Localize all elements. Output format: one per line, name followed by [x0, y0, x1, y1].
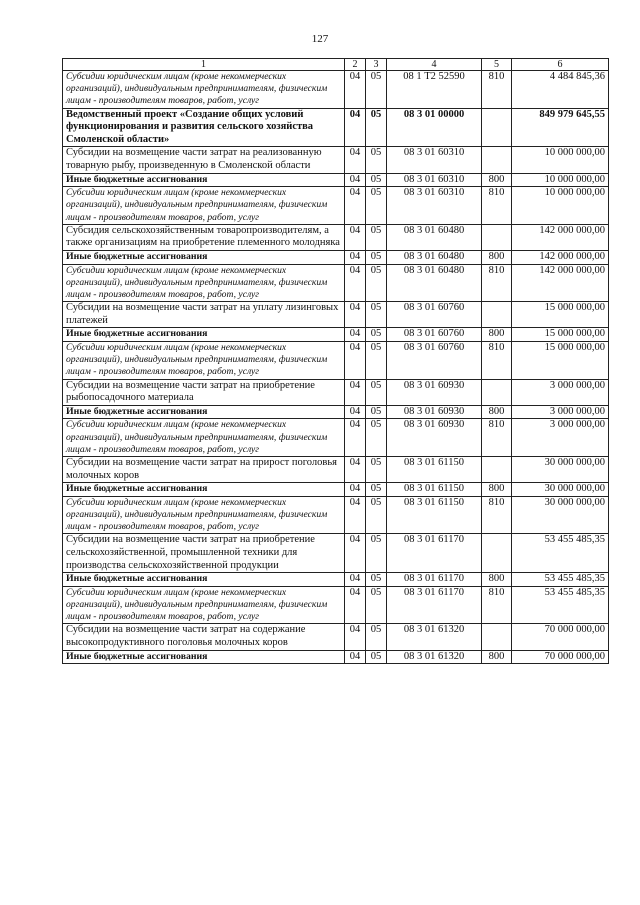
table-row [63, 250, 609, 264]
cell-item-name: Ведомственный проект «Создание общих условий функционирования и развития сельского хозяйства Смоленской области» [63, 108, 345, 147]
cell-item-name: Субсидия сельскохозяйственным товаропроизводителям, а также организациям на приобретение племенного молодняка [63, 224, 345, 250]
cell-amount: 142 000 000,00 [512, 250, 609, 264]
cell-section-code: 04 [345, 573, 366, 587]
budget-table [62, 58, 609, 664]
cell-amount: 142 000 000,00 [512, 224, 609, 250]
table-row [63, 71, 609, 109]
header-cell-1: 1 [63, 59, 345, 71]
table-row [63, 224, 609, 250]
cell-section-code: 04 [345, 586, 366, 624]
cell-item-name: Субсидии юридическим лицам (кроме некоммерческих организаций), индивидуальным предпринимателям, физическим лицам - производителям товаров, работ, услуг [63, 496, 345, 534]
cell-section-code: 04 [345, 405, 366, 419]
cell-amount: 3 000 000,00 [512, 419, 609, 457]
cell-subsection-code: 05 [366, 341, 387, 379]
cell-amount: 15 000 000,00 [512, 302, 609, 328]
cell-target-article: 08 3 01 00000 [387, 108, 482, 147]
cell-expense-type: 810 [482, 264, 512, 302]
cell-expense-type: 800 [482, 405, 512, 419]
cell-section-code: 04 [345, 250, 366, 264]
cell-expense-type [482, 224, 512, 250]
cell-subsection-code: 05 [366, 71, 387, 109]
cell-amount: 15 000 000,00 [512, 341, 609, 379]
header-row [63, 59, 609, 71]
header-cell-6: 6 [512, 59, 609, 71]
table-row [63, 573, 609, 587]
cell-target-article: 08 3 01 61170 [387, 586, 482, 624]
header-cell-3: 3 [366, 59, 387, 71]
cell-target-article: 08 1 Т2 52590 [387, 71, 482, 109]
cell-amount: 70 000 000,00 [512, 624, 609, 650]
cell-expense-type: 800 [482, 173, 512, 187]
cell-section-code: 04 [345, 328, 366, 342]
cell-section-code: 04 [345, 624, 366, 650]
cell-subsection-code: 05 [366, 302, 387, 328]
cell-item-name: Субсидии на возмещение части затрат на прирост поголовья молочных коров [63, 456, 345, 482]
cell-item-name: Иные бюджетные ассигнования [63, 573, 345, 587]
cell-item-name: Иные бюджетные ассигнования [63, 650, 345, 664]
cell-subsection-code: 05 [366, 224, 387, 250]
cell-section-code: 04 [345, 496, 366, 534]
cell-subsection-code: 05 [366, 108, 387, 147]
cell-item-name: Иные бюджетные ассигнования [63, 405, 345, 419]
table-row [63, 328, 609, 342]
cell-subsection-code: 05 [366, 534, 387, 573]
cell-section-code: 04 [345, 650, 366, 664]
cell-subsection-code: 05 [366, 456, 387, 482]
cell-section-code: 04 [345, 419, 366, 457]
cell-target-article: 08 3 01 61150 [387, 456, 482, 482]
cell-amount: 30 000 000,00 [512, 483, 609, 497]
header-cell-4: 4 [387, 59, 482, 71]
table-row [63, 534, 609, 573]
cell-target-article: 08 3 01 60480 [387, 250, 482, 264]
cell-subsection-code: 05 [366, 405, 387, 419]
cell-section-code: 04 [345, 483, 366, 497]
cell-item-name: Субсидии юридическим лицам (кроме некоммерческих организаций), индивидуальным предпринимателям, физическим лицам - производителям товаров, работ, услуг [63, 586, 345, 624]
cell-subsection-code: 05 [366, 264, 387, 302]
cell-item-name: Субсидии юридическим лицам (кроме некоммерческих организаций), индивидуальным предпринимателям, физическим лицам - производителям товаров, работ, услуг [63, 341, 345, 379]
cell-subsection-code: 05 [366, 624, 387, 650]
page-number: 127 [311, 33, 329, 45]
cell-target-article: 08 3 01 60930 [387, 419, 482, 457]
header-cell-2: 2 [345, 59, 366, 71]
cell-target-article: 08 3 01 60310 [387, 187, 482, 225]
cell-item-name: Иные бюджетные ассигнования [63, 483, 345, 497]
cell-amount: 849 979 645,55 [512, 108, 609, 147]
cell-amount: 10 000 000,00 [512, 147, 609, 173]
cell-expense-type [482, 108, 512, 147]
cell-item-name: Субсидии юридическим лицам (кроме некоммерческих организаций), индивидуальным предпринимателям, физическим лицам - производителям товаров, работ, услуг [63, 71, 345, 109]
table-body [63, 59, 609, 664]
cell-amount: 30 000 000,00 [512, 456, 609, 482]
cell-expense-type: 800 [482, 650, 512, 664]
cell-subsection-code: 05 [366, 650, 387, 664]
cell-expense-type: 810 [482, 586, 512, 624]
table-row [63, 264, 609, 302]
cell-subsection-code: 05 [366, 496, 387, 534]
cell-subsection-code: 05 [366, 187, 387, 225]
header-cell-5: 5 [482, 59, 512, 71]
cell-expense-type [482, 456, 512, 482]
cell-section-code: 04 [345, 456, 366, 482]
cell-section-code: 04 [345, 173, 366, 187]
cell-subsection-code: 05 [366, 483, 387, 497]
cell-expense-type: 800 [482, 483, 512, 497]
table-row [63, 496, 609, 534]
table-row [63, 405, 609, 419]
cell-section-code: 04 [345, 147, 366, 173]
cell-subsection-code: 05 [366, 147, 387, 173]
cell-subsection-code: 05 [366, 250, 387, 264]
cell-item-name: Субсидии на возмещение части затрат на приобретение рыбопосадочного материала [63, 379, 345, 405]
cell-section-code: 04 [345, 224, 366, 250]
cell-item-name: Иные бюджетные ассигнования [63, 250, 345, 264]
cell-expense-type: 810 [482, 496, 512, 534]
cell-target-article: 08 3 01 61170 [387, 534, 482, 573]
table-row [63, 650, 609, 664]
table-row [63, 147, 609, 173]
cell-subsection-code: 05 [366, 419, 387, 457]
cell-amount: 53 455 485,35 [512, 573, 609, 587]
cell-target-article: 08 3 01 60310 [387, 147, 482, 173]
cell-expense-type [482, 534, 512, 573]
cell-expense-type: 810 [482, 419, 512, 457]
cell-expense-type: 800 [482, 573, 512, 587]
cell-target-article: 08 3 01 61170 [387, 573, 482, 587]
cell-target-article: 08 3 01 61320 [387, 650, 482, 664]
cell-expense-type: 800 [482, 250, 512, 264]
cell-expense-type: 810 [482, 187, 512, 225]
cell-target-article: 08 3 01 61150 [387, 483, 482, 497]
cell-target-article: 08 3 01 60760 [387, 341, 482, 379]
cell-item-name: Субсидии на возмещение части затрат на уплату лизинговых платежей [63, 302, 345, 328]
cell-section-code: 04 [345, 71, 366, 109]
cell-subsection-code: 05 [366, 573, 387, 587]
cell-amount: 4 484 845,36 [512, 71, 609, 109]
cell-amount: 30 000 000,00 [512, 496, 609, 534]
cell-target-article: 08 3 01 60930 [387, 379, 482, 405]
table-row [63, 586, 609, 624]
cell-item-name: Субсидии на возмещение части затрат на реализованную товарную рыбу, произведенную в Смоленской области [63, 147, 345, 173]
table-row [63, 379, 609, 405]
cell-section-code: 04 [345, 187, 366, 225]
cell-item-name: Субсидии юридическим лицам (кроме некоммерческих организаций), индивидуальным предпринимателям, физическим лицам - производителям товаров, работ, услуг [63, 187, 345, 225]
cell-amount: 53 455 485,35 [512, 534, 609, 573]
cell-amount: 15 000 000,00 [512, 328, 609, 342]
cell-target-article: 08 3 01 60310 [387, 173, 482, 187]
cell-expense-type: 810 [482, 71, 512, 109]
cell-item-name: Субсидии юридическим лицам (кроме некоммерческих организаций), индивидуальным предпринимателям, физическим лицам - производителям товаров, работ, услуг [63, 419, 345, 457]
cell-section-code: 04 [345, 108, 366, 147]
cell-expense-type: 810 [482, 341, 512, 379]
table-row [63, 173, 609, 187]
cell-subsection-code: 05 [366, 328, 387, 342]
cell-target-article: 08 3 01 60480 [387, 264, 482, 302]
cell-section-code: 04 [345, 264, 366, 302]
cell-subsection-code: 05 [366, 173, 387, 187]
cell-item-name: Субсидии на возмещение части затрат на приобретение сельскохозяйственной, промышленной техники для производства сельскохозяйственной продукции [63, 534, 345, 573]
cell-target-article: 08 3 01 60760 [387, 328, 482, 342]
cell-amount: 70 000 000,00 [512, 650, 609, 664]
cell-section-code: 04 [345, 341, 366, 379]
cell-amount: 142 000 000,00 [512, 264, 609, 302]
cell-amount: 53 455 485,35 [512, 586, 609, 624]
cell-target-article: 08 3 01 60930 [387, 405, 482, 419]
cell-expense-type [482, 624, 512, 650]
cell-expense-type [482, 302, 512, 328]
cell-amount: 10 000 000,00 [512, 187, 609, 225]
cell-subsection-code: 05 [366, 586, 387, 624]
table-row [63, 341, 609, 379]
cell-expense-type [482, 379, 512, 405]
cell-item-name: Субсидии на возмещение части затрат на содержание высокопродуктивного поголовья молочных коров [63, 624, 345, 650]
cell-target-article: 08 3 01 61150 [387, 496, 482, 534]
table-row [63, 456, 609, 482]
cell-item-name: Субсидии юридическим лицам (кроме некоммерческих организаций), индивидуальным предпринимателям, физическим лицам - производителям товаров, работ, услуг [63, 264, 345, 302]
cell-amount: 3 000 000,00 [512, 405, 609, 419]
cell-item-name: Иные бюджетные ассигнования [63, 328, 345, 342]
table-row [63, 419, 609, 457]
table-row [63, 624, 609, 650]
cell-target-article: 08 3 01 61320 [387, 624, 482, 650]
table-row [63, 108, 609, 147]
cell-amount: 3 000 000,00 [512, 379, 609, 405]
cell-expense-type [482, 147, 512, 173]
cell-section-code: 04 [345, 302, 366, 328]
table-row [63, 483, 609, 497]
cell-target-article: 08 3 01 60480 [387, 224, 482, 250]
cell-item-name: Иные бюджетные ассигнования [63, 173, 345, 187]
cell-amount: 10 000 000,00 [512, 173, 609, 187]
cell-section-code: 04 [345, 379, 366, 405]
table-row [63, 302, 609, 328]
cell-expense-type: 800 [482, 328, 512, 342]
cell-subsection-code: 05 [366, 379, 387, 405]
table-row [63, 187, 609, 225]
cell-section-code: 04 [345, 534, 366, 573]
cell-target-article: 08 3 01 60760 [387, 302, 482, 328]
